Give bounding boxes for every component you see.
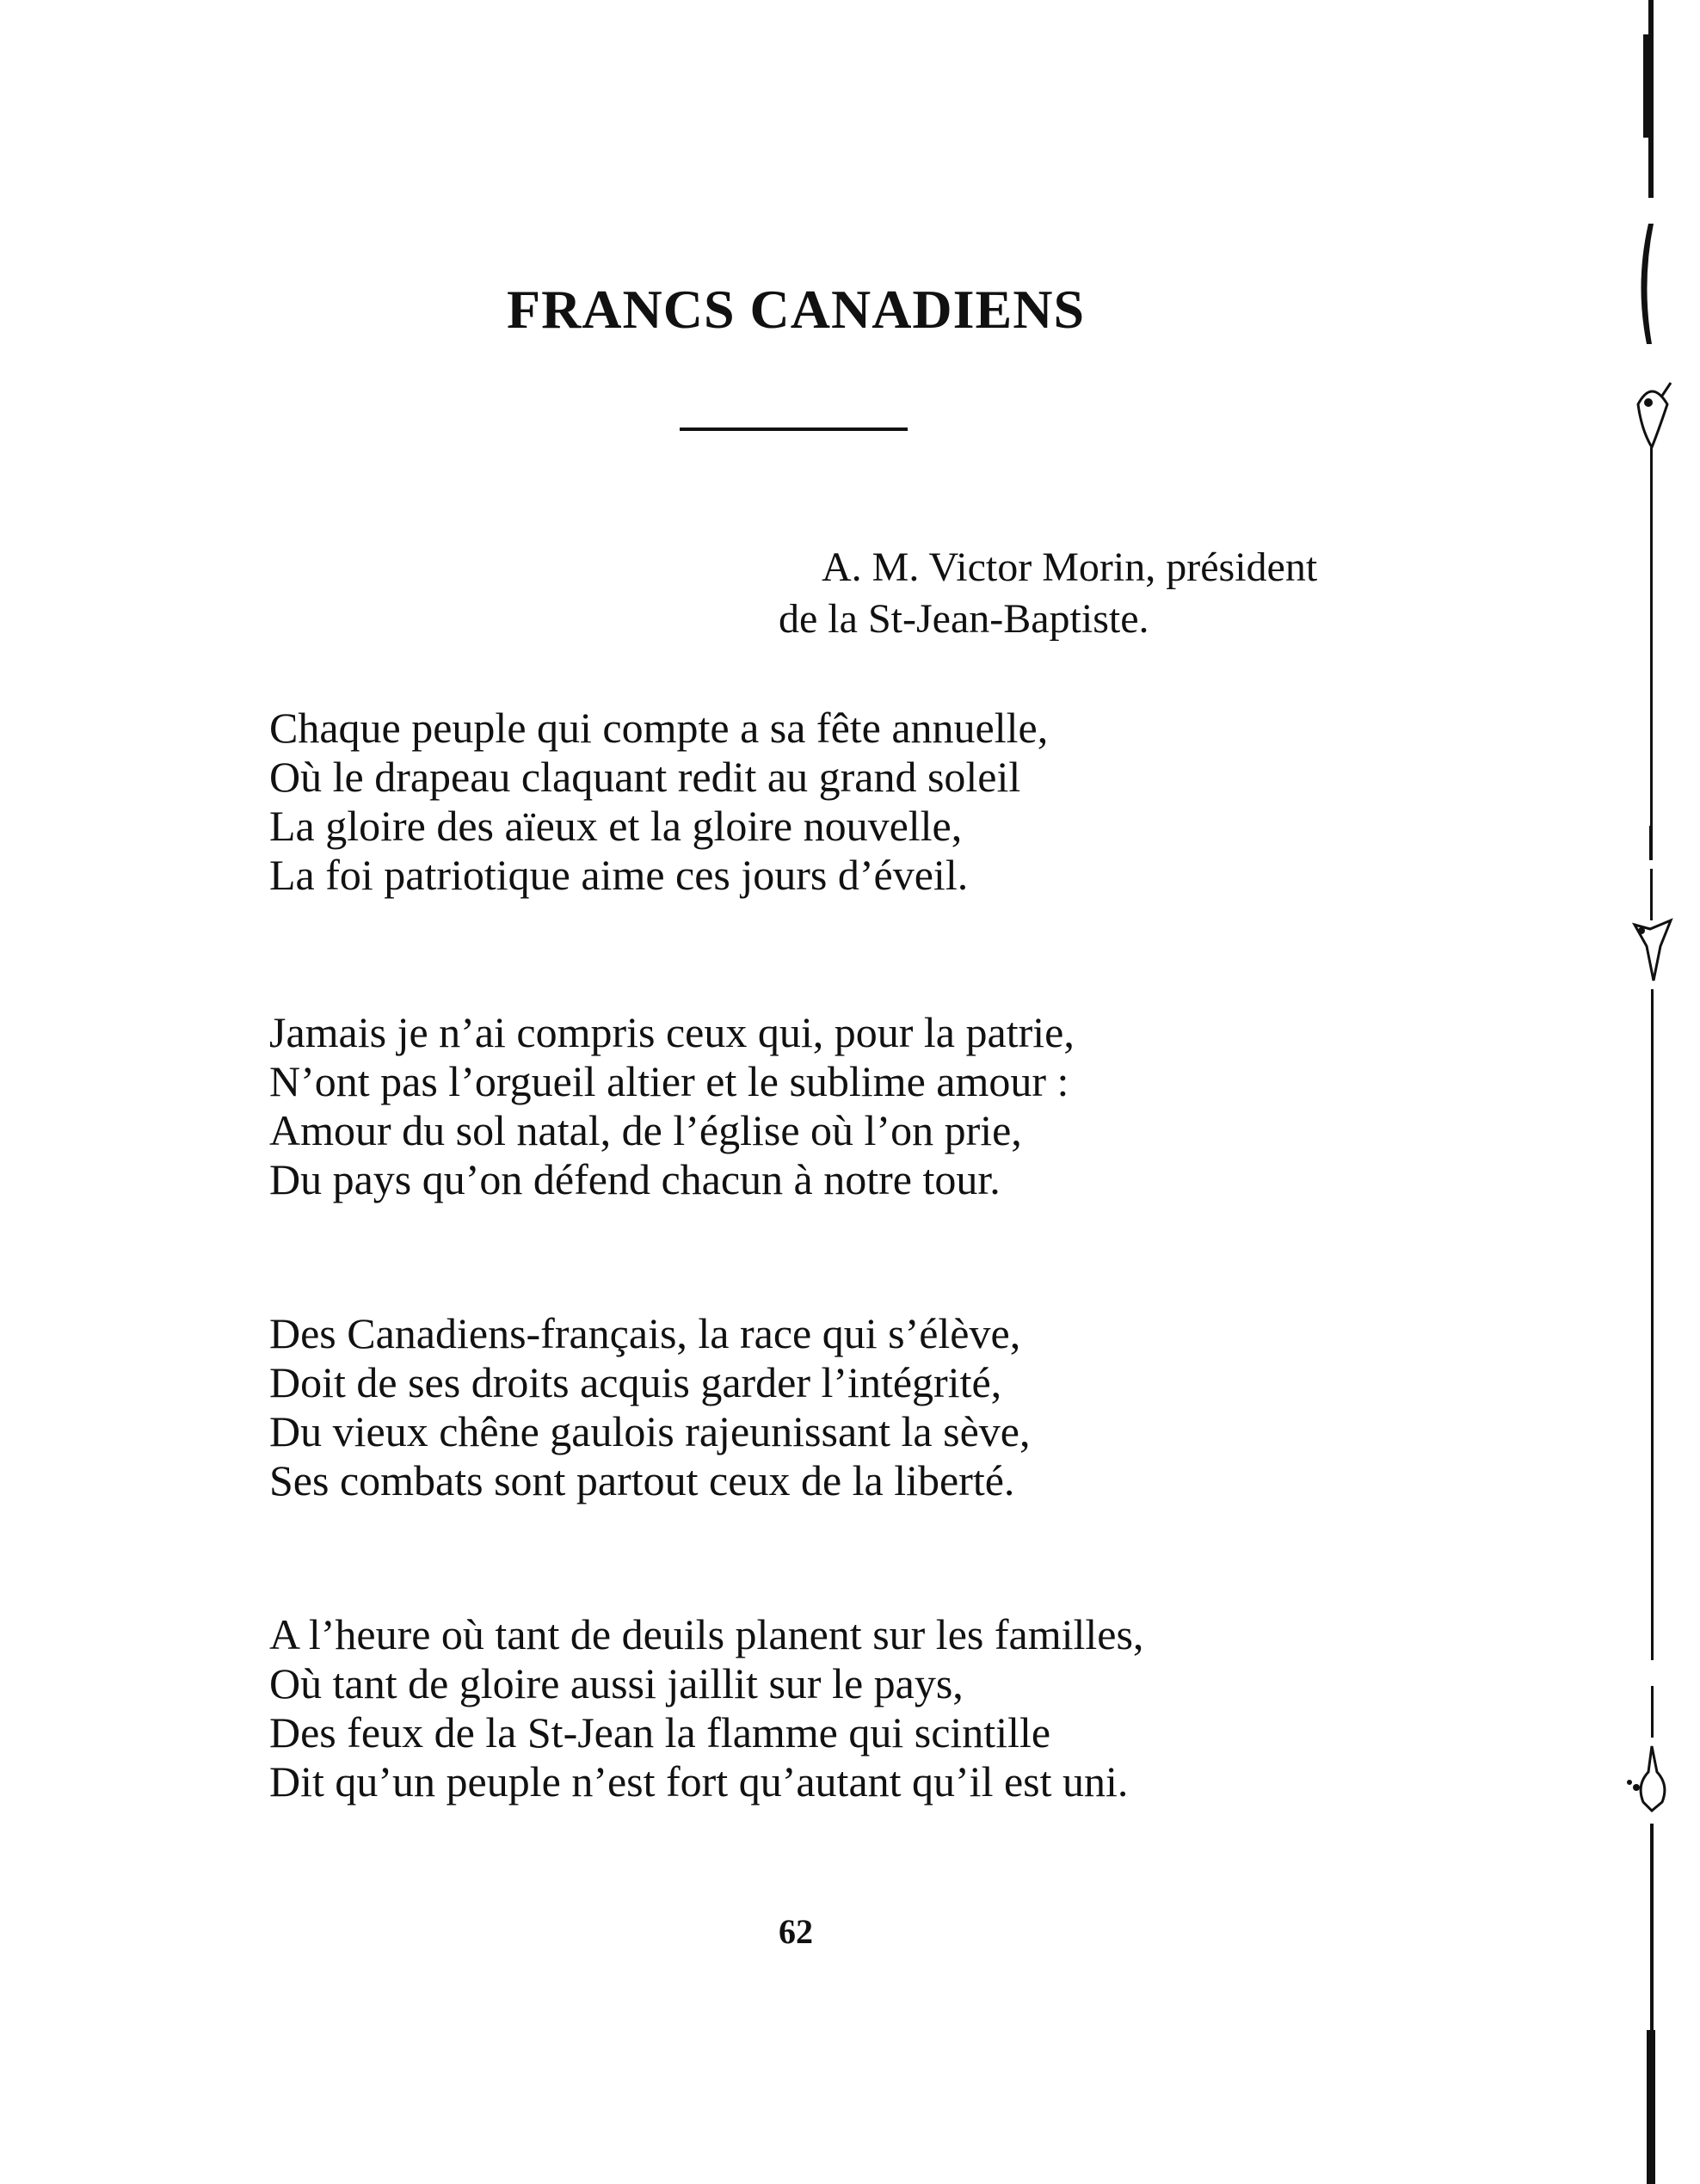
stanza-1 [269, 704, 1048, 900]
verse-line: Amour du sol natal, de l’église où l’on prie, [269, 1106, 1022, 1154]
ornament-3 [1627, 1746, 1665, 1811]
verse-line: Où tant de gloire aussi jaillit sur le pays, [269, 1659, 964, 1707]
verse-line: Jamais je n’ai compris ceux qui, pour la patrie, [269, 1008, 1075, 1056]
verse-line: N’ont pas l’orgueil altier et le sublime amour : [269, 1057, 1069, 1105]
verse-line: Dit qu’un peuple n’est fort qu’autant qu’il est uni. [269, 1757, 1129, 1806]
dedication-line: de la St-Jean-Baptiste. [779, 596, 1149, 642]
verse-line: Ses combats sont partout ceux de la liberté. [269, 1456, 1015, 1504]
verse-line: Des Canadiens-français, la race qui s’élève, [269, 1309, 1021, 1357]
verse-line: Où le drapeau claquant redit au grand soleil [269, 753, 1021, 801]
ornament-2 [1635, 920, 1671, 981]
verse-line: La gloire des aïeux et la gloire nouvelle, [269, 802, 963, 850]
page-number: 62 [779, 1912, 813, 1951]
dedication [779, 542, 1317, 645]
stanza-4 [269, 1610, 1143, 1806]
binding-edge [1617, 0, 1695, 2184]
verse-line: Chaque peuple qui compte a sa fête annuelle, [269, 704, 1049, 752]
poem-title: FRANCS CANADIENS [506, 278, 1086, 340]
stanza-3 [269, 1309, 1030, 1505]
verse-line: Des feux de la St-Jean la flamme qui scintille [269, 1708, 1051, 1756]
ornament-1 [1638, 383, 1671, 447]
title-divider [680, 428, 908, 431]
verse-line: Doit de ses droits acquis garder l’intégrité, [269, 1358, 1002, 1406]
verse-line: Du vieux chêne gaulois rajeunissant la sève, [269, 1407, 1031, 1455]
dedication-line: A. M. Victor Morin, président [822, 544, 1318, 590]
verse-line: La foi patriotique aime ces jours d’éveil. [269, 851, 969, 899]
stanza-2 [269, 1008, 1075, 1204]
verse-line: A l’heure où tant de deuils planent sur les familles, [269, 1610, 1144, 1658]
binding-line [1641, 0, 1655, 2184]
verse-line: Du pays qu’on défend chacun à notre tour. [269, 1155, 1001, 1203]
